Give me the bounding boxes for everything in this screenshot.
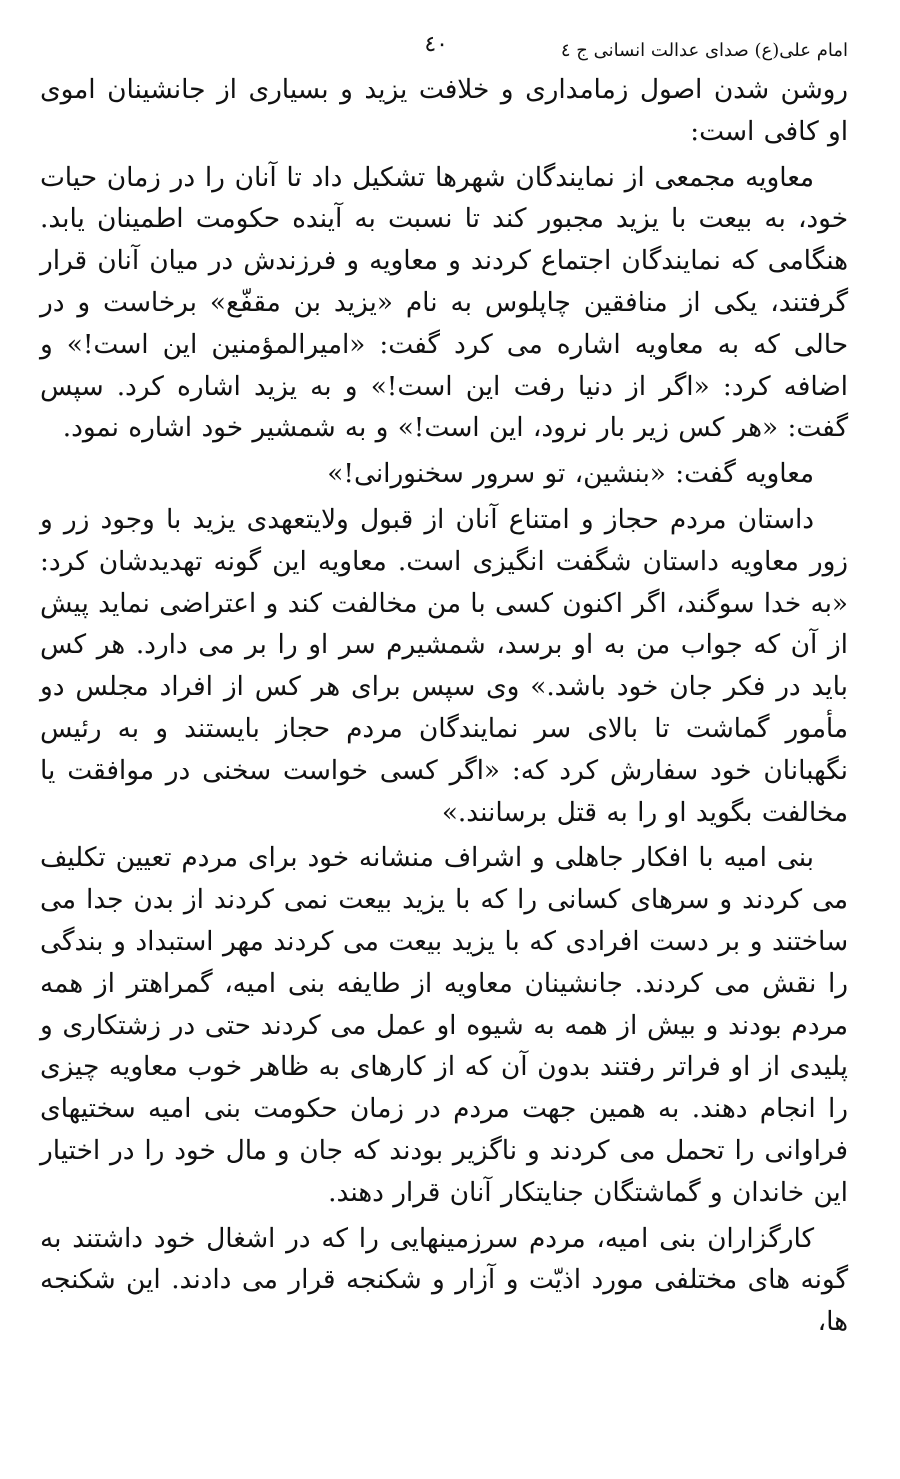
book-page — [40, 26, 848, 1449]
paragraph: کارگزاران بنی امیه، مردم سرزمینهایی را که در اشغال خود داشتند به گونه های مختلفی مورد اذیّت و آزار و شکنجه قرار می دادند. این شکنجه ها، — [40, 1223, 848, 1338]
page-header — [40, 26, 848, 66]
paragraph: معاویه مجمعی از نمایندگان شهرها تشکیل داد تا آنان را در زمان حیات خود، به بیعت با یزید مجبور کند تا نسبت به آینده حکومت اطمینان یابد. هنگامی که نمایندگان اجتماع کردند و معاویه و فرزندش در میان آنان قرار گرفتند، یکی از منافقین چاپلوس به نام «یزید بن مقفّع» برخاست و در حالی که به معاویه اشاره می کرد گفت: «امیرالمؤمنین این است!» و اضافه کرد: «اگر از دنیا رفت این است!» و به یزید اشاره کرد. سپس گفت: «هر کس زیر بار نرود، این است!» و به شمشیر خود اشاره نمود. — [40, 162, 848, 444]
running-title: امام علی(ع) صدای عدالت انسانی ج ٤ — [560, 40, 848, 61]
page-number: ٤٠ — [424, 32, 448, 57]
paragraph: داستان مردم حجاز و امتناع آنان از قبول ولایتعهدی یزید با وجود زر و زور معاویه داستان شگفت انگیزی است. معاویه این گونه تهدیدشان کرد: «به خدا سوگند، اگر اکنون کسی با من مخالفت کند و اعتراضی نماید پیش از آن که جواب من به او برسد، شمشیرم سر او را بر می دارد. هر کس باید در فکر جان خود باشد.» وی سپس برای هر کس از افراد مجلس دو مأمور گماشت تا بالای سر نمایندگان مردم حجاز بایستند و به رئیس نگهبانان خود سفارش کرد که: «اگر کسی خواست سخنی در موافقت یا مخالفت بگوید او را به قتل برسانند.» — [40, 504, 848, 828]
paragraph: روشن شدن اصول زمامداری و خلافت یزید و بسیاری از جانشینان اموی او کافی است: — [40, 75, 848, 147]
body-text — [40, 70, 848, 1344]
paragraph: بنی امیه با افکار جاهلی و اشراف منشانه خود برای مردم تعیین تکلیف می کردند و سرهای کسانی را که با یزید بیعت نمی کردند از بدن جدا می ساختند و بر دست افرادی که با یزید بیعت می کردند مهر استبداد و بندگی را نقش می کردند. جانشینان معاویه از طایفه بنی امیه، گمراهتر از همه مردم بودند و بیش از همه به شیوه او عمل می کردند حتی در زشتکاری و پلیدی از او فراتر رفتند بدون آن که از کارهای به ظاهر خوب معاویه چیزی را انجام دهند. به همین جهت مردم در زمان حکومت بنی امیه سختیهای فراوانی را تحمل می کردند و ناگزیر بودند که جان و مال خود را در اختیار این خاندان و گماشتگان جنایتکار آنان قرار دهند. — [40, 843, 848, 1208]
paragraph: معاویه گفت: «بنشین، تو سرور سخنورانی!» — [327, 459, 814, 490]
